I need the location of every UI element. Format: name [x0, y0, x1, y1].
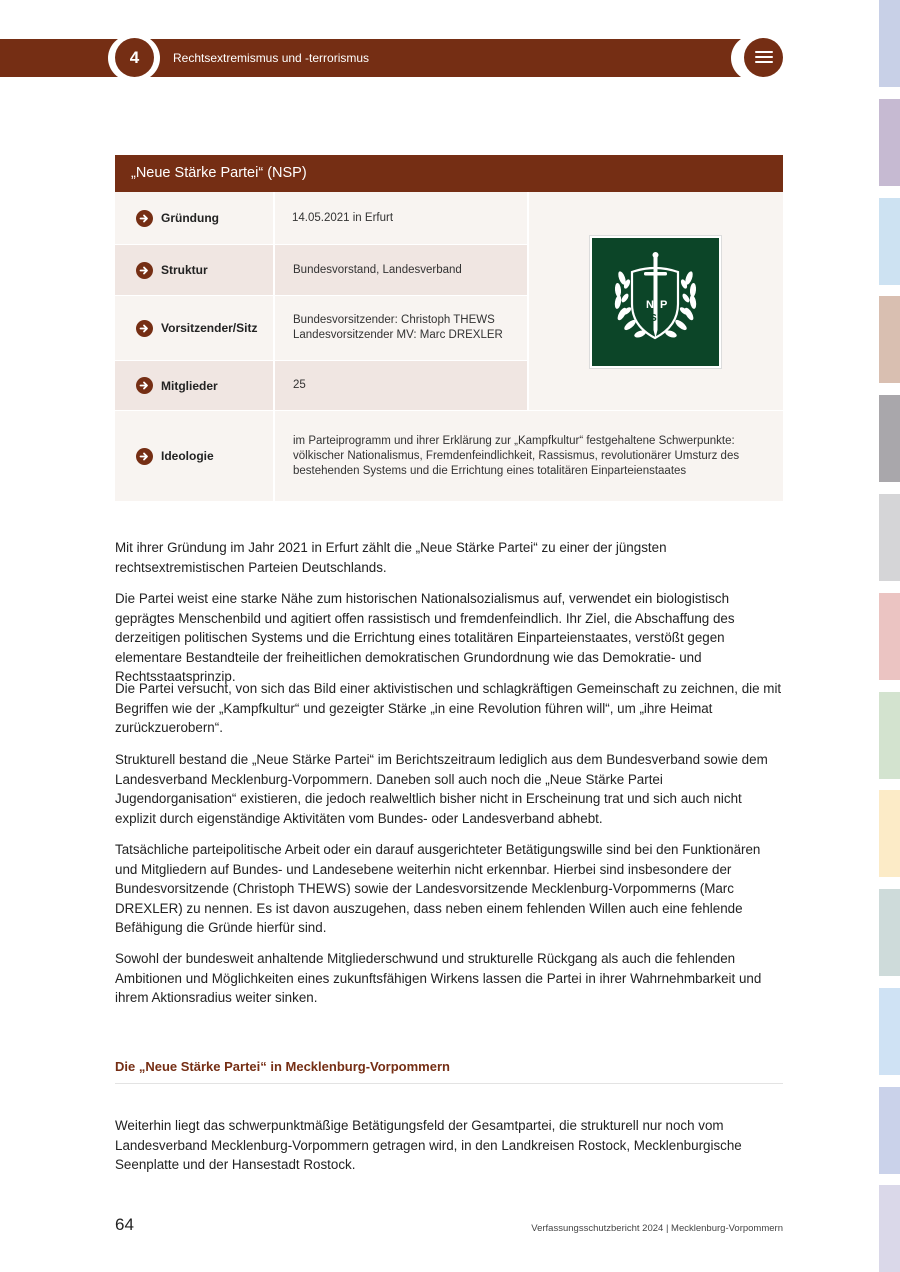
- paragraph-after-subheading: Weiterhin liegt das schwerpunktmäßige Betätigungsfeld der Gesamtpartei, die strukturell nur noch vom Landesverband Mecklenburg-Vorpommern getragen wird, in den Landkreisen Rostock, Mecklenburgische Seenplatte und der Hansestadt Rostock.: [115, 1118, 742, 1172]
- paragraph-1: Mit ihrer Gründung im Jahr 2021 in Erfurt zählt die „Neue Stärke Partei“ zu einer der jüngsten rechtsextremistischen Parteien Deutschlands.: [115, 540, 667, 575]
- section-subheading: Die „Neue Stärke Partei“ in Mecklenburg-Vorpommern: [115, 1059, 783, 1084]
- arrow-right-icon: [136, 262, 153, 279]
- fact-row-mitglieder-label: Mitglieder: [115, 361, 273, 410]
- fact-row-ideologie-value: im Parteiprogramm und ihrer Erklärung zur „Kampfkultur“ festgehaltene Schwerpunkte: völkischer Nationalismus, Fremdenfeindlichkeit, Rassismus, revolutionärer Umsturz des bestehenden Systems und die Errichtung eines totalitären Einparteienstaates: [293, 434, 740, 477]
- fact-row-gruendung-label: Gründung: [115, 192, 273, 244]
- shield-sword-emblem-icon: [592, 238, 719, 366]
- svg-text:S: S: [650, 313, 657, 324]
- side-tab-8[interactable]: [879, 692, 900, 779]
- paragraph-2: Die Partei weist eine starke Nähe zum historischen Nationalsozialismus auf, verwendet ein biologistisch geprägtes Menschenbild und agitiert offen rassistisch und fremdenfeindlich. Ihr Ziel, die Abschaffung des derzeitigen politischen Systems und die Errichtung eines totalitären Einparteienstaates, verstößt gegen elementare Bestandteile der freiheitlichen demokratischen Grundordnung wie das Demokratie- und Rechtsstaatsprinzip.: [115, 591, 735, 684]
- arrow-right-icon: [136, 448, 153, 465]
- arrow-right-icon: [136, 210, 153, 227]
- fact-row-mitglieder-value: 25: [293, 379, 306, 391]
- side-tab-9[interactable]: [879, 790, 900, 877]
- chapter-side-tabs: [879, 0, 900, 1272]
- fact-row-ideologie-label: Ideologie: [115, 411, 273, 501]
- paragraph-6: Sowohl der bundesweit anhaltende Mitgliederschwund und strukturelle Rückgang als auch die fehlenden Ambitionen und Möglichkeiten eines zukunftsfähigen Wirkens lassen die Partei in ihrer Wahrnehmbarkeit und ihrem Aktionsradius weiter sinken.: [115, 951, 762, 1005]
- arrow-right-icon: [136, 377, 153, 394]
- fact-box-title: „Neue Stärke Partei“ (NSP): [115, 155, 783, 192]
- side-tab-4[interactable]: [879, 296, 900, 383]
- side-tab-1[interactable]: [879, 0, 900, 87]
- side-tab-11[interactable]: [879, 988, 900, 1075]
- page-number: 64: [115, 1215, 134, 1234]
- svg-text:P: P: [660, 299, 668, 311]
- side-tab-10[interactable]: [879, 889, 900, 976]
- fact-row-vorsitzender-value: Bundesvorsitzender: Christoph THEWS Landesvorsitzender MV: Marc DREXLER: [293, 314, 503, 341]
- side-tab-7[interactable]: [879, 593, 900, 680]
- fact-row-vorsitzender-label: Vorsitzender/Sitz: [115, 296, 273, 360]
- party-logo: [590, 236, 721, 368]
- arrow-right-icon: [136, 320, 153, 337]
- fact-row-struktur-value: Bundesvorstand, Landesverband: [293, 263, 462, 276]
- side-tab-12[interactable]: [879, 1087, 900, 1174]
- fact-row-struktur-label: Struktur: [115, 245, 273, 295]
- side-tab-13[interactable]: [879, 1185, 900, 1272]
- svg-text:N: N: [646, 299, 654, 311]
- fact-row-gruendung-value: 14.05.2021 in Erfurt: [292, 211, 394, 224]
- paragraph-5: Tatsächliche parteipolitische Arbeit oder ein darauf ausgerichteter Betätigungswille sind bei den Funktionären und Mitgliedern auf Bundes- und Landesebene weiterhin nicht erkennbar. Hierbei sind insbesondere der Bundesvorsitzende (Christoph THEWS) sowie der Landesvorsitzende Mecklenburg-Vorpommerns (Marc DREXLER) zu nennen. Es ist davon auszugehen, dass neben einem fehlenden Willen auch eine fehlende Befähigung die Gründe hierfür sind.: [115, 842, 761, 935]
- side-tab-5[interactable]: [879, 395, 900, 482]
- side-tab-3[interactable]: [879, 198, 900, 285]
- chapter-title: Rechtsextremismus und -terrorismus: [173, 51, 370, 65]
- side-tab-6[interactable]: [879, 494, 900, 581]
- footer-publication: Verfassungsschutzbericht 2024 | Mecklenburg-Vorpommern: [531, 1223, 783, 1234]
- paragraph-3: Die Partei versucht, von sich das Bild einer aktivistischen und schlagkräftigen Gemeinschaft zu zeichnen, die mit Begriffen wie der „Kampfkultur“ und gezeigter Stärke „in eine Revolution führen will“, um „ihre Heimat zurückzuerobern“.: [115, 681, 782, 735]
- side-tab-2[interactable]: [879, 99, 900, 186]
- chapter-number-badge: 4: [115, 38, 154, 77]
- hamburger-menu-icon[interactable]: [744, 38, 783, 77]
- paragraph-4: Strukturell bestand die „Neue Stärke Partei“ im Berichtszeitraum lediglich aus dem Bundesverband sowie dem Landesverband Mecklenburg-Vorpommern. Daneben soll auch noch die „Neue Stärke Partei Jugendorganisation“ existieren, die jedoch realweltlich bisher nicht in Erscheinung trat und sich auch nicht explizit durch eigenständige Aktivitäten vom Bundes- oder Landesverband abhebt.: [115, 752, 768, 826]
